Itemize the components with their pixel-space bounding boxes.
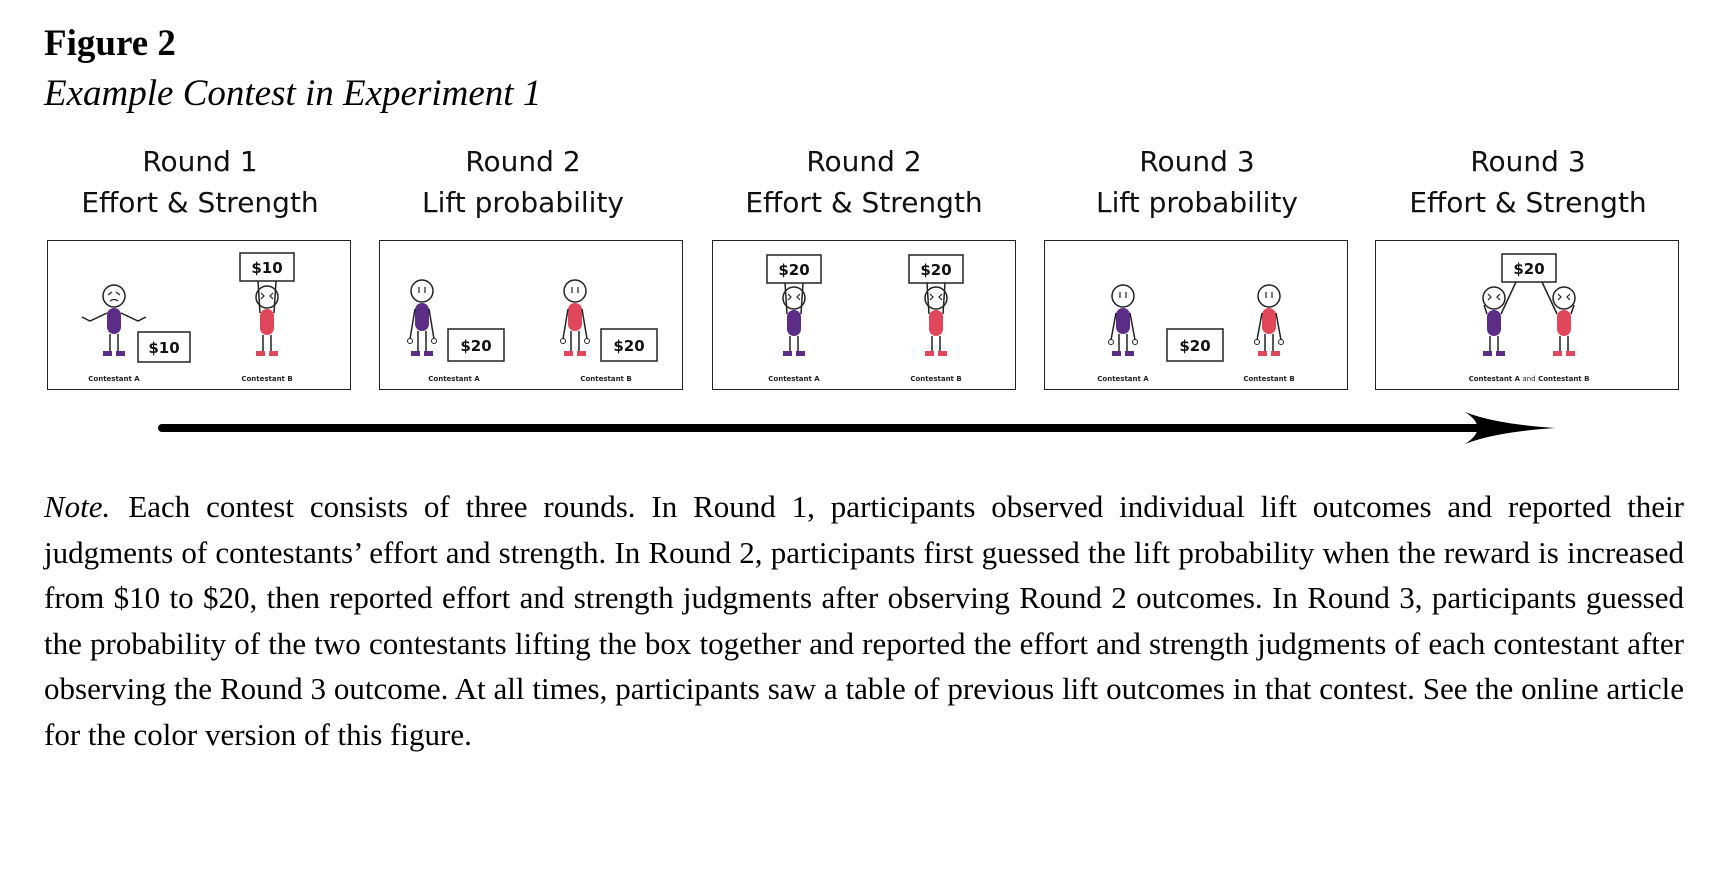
round-header-3 bbox=[711, 141, 1017, 223]
contestant-a-figure bbox=[408, 280, 437, 356]
contestant-b-label: Contestant B bbox=[580, 375, 632, 383]
joint-label-b: Contestant B bbox=[1538, 375, 1590, 383]
joint-box bbox=[1502, 254, 1556, 282]
round-header-5-line1: Round 3 bbox=[1470, 145, 1586, 178]
panel-round2-prob-scene bbox=[380, 241, 684, 391]
contestant-a-label: Contestant A bbox=[428, 375, 480, 383]
contestant-a-figure bbox=[82, 285, 146, 356]
contestant-b-figure bbox=[561, 280, 590, 356]
round-header-5 bbox=[1375, 141, 1681, 223]
box-reward-label: $20 bbox=[613, 337, 645, 355]
round-header-2 bbox=[370, 141, 676, 223]
contestant-a-figure bbox=[767, 255, 821, 356]
contestant-a-figure bbox=[1109, 285, 1138, 356]
contestant-b-label: Contestant B bbox=[1243, 375, 1295, 383]
joint-box bbox=[1167, 329, 1223, 361]
round-header-3-line2: Effort & Strength bbox=[745, 186, 983, 219]
figure-note bbox=[44, 484, 1684, 757]
timeline-arrow bbox=[0, 400, 1722, 450]
round-header-3-line1: Round 2 bbox=[806, 145, 922, 178]
figure-title: Example Contest in Experiment 1 bbox=[44, 73, 542, 114]
panel-round1-effort bbox=[47, 240, 351, 390]
panel-round3-lift-probability bbox=[1044, 240, 1348, 390]
contestant-b-label: Contestant B bbox=[910, 375, 962, 383]
round-header-4-line1: Round 3 bbox=[1139, 145, 1255, 178]
contestant-b-figure bbox=[1542, 282, 1575, 356]
joint-label-and: and bbox=[1522, 375, 1536, 383]
box-reward-label: $10 bbox=[148, 339, 180, 357]
contestant-b-label: Contestant B bbox=[241, 375, 293, 383]
contestant-a-figure bbox=[1483, 282, 1516, 356]
box-on-ground bbox=[138, 332, 190, 362]
figure-label: Figure 2 bbox=[44, 23, 176, 64]
box-a bbox=[448, 329, 504, 361]
box-reward-label: $20 bbox=[1179, 337, 1211, 355]
joint-contestant-label bbox=[1469, 375, 1590, 383]
note-label: Note. bbox=[44, 489, 111, 524]
box-reward-label: $20 bbox=[460, 337, 492, 355]
box-b bbox=[601, 329, 657, 361]
note-text: Each contest consists of three rounds. In Round 1, participants observed individual lift outcomes and reported their judgments of contestants’ effort and strength. In Round 2, participants first guessed the lift probability when the reward is increased from $10 to $20, then reported effort and strength judgments after observing Round 2 outcomes. In Round 3, participants guessed the probability of the two contestants lifting the box together and reported the effort and strength judgments of each contestant after observing the Round 3 outcome. At all times, participants saw a table of previous lift outcomes in that contest. See the online article for the color version of this figure. bbox=[44, 489, 1684, 752]
round-header-1-line1: Round 1 bbox=[142, 145, 258, 178]
contestant-b-figure bbox=[909, 255, 963, 356]
round-header-2-line2: Lift probability bbox=[421, 186, 624, 219]
contestant-a-label: Contestant A bbox=[1097, 375, 1149, 383]
box-reward-label: $20 bbox=[920, 261, 952, 279]
panel-round3-effort bbox=[1375, 240, 1679, 390]
round-header-1-line2: Effort & Strength bbox=[81, 186, 319, 219]
contestant-a-label: Contestant A bbox=[88, 375, 140, 383]
panel-round2-effort bbox=[712, 240, 1016, 390]
panel-round3-prob-scene bbox=[1045, 241, 1349, 391]
round-header-2-line1: Round 2 bbox=[465, 145, 581, 178]
panel-round2-lift-probability bbox=[379, 240, 683, 390]
panel-round3-effort-scene bbox=[1376, 241, 1680, 391]
box-reward-label: $20 bbox=[778, 261, 810, 279]
box-reward-label: $10 bbox=[251, 259, 283, 277]
box-reward-label: $20 bbox=[1513, 260, 1545, 278]
round-header-4 bbox=[1044, 141, 1350, 223]
joint-label-a: Contestant A bbox=[1468, 375, 1521, 383]
round-header-5-line2: Effort & Strength bbox=[1409, 186, 1647, 219]
contestant-b-figure bbox=[1255, 285, 1284, 356]
panel-round1-scene bbox=[48, 241, 352, 391]
panel-round2-effort-scene bbox=[713, 241, 1017, 391]
contestant-a-label: Contestant A bbox=[768, 375, 820, 383]
round-header-1 bbox=[47, 141, 353, 223]
contestant-b-figure bbox=[240, 253, 294, 356]
round-header-4-line2: Lift probability bbox=[1095, 186, 1298, 219]
